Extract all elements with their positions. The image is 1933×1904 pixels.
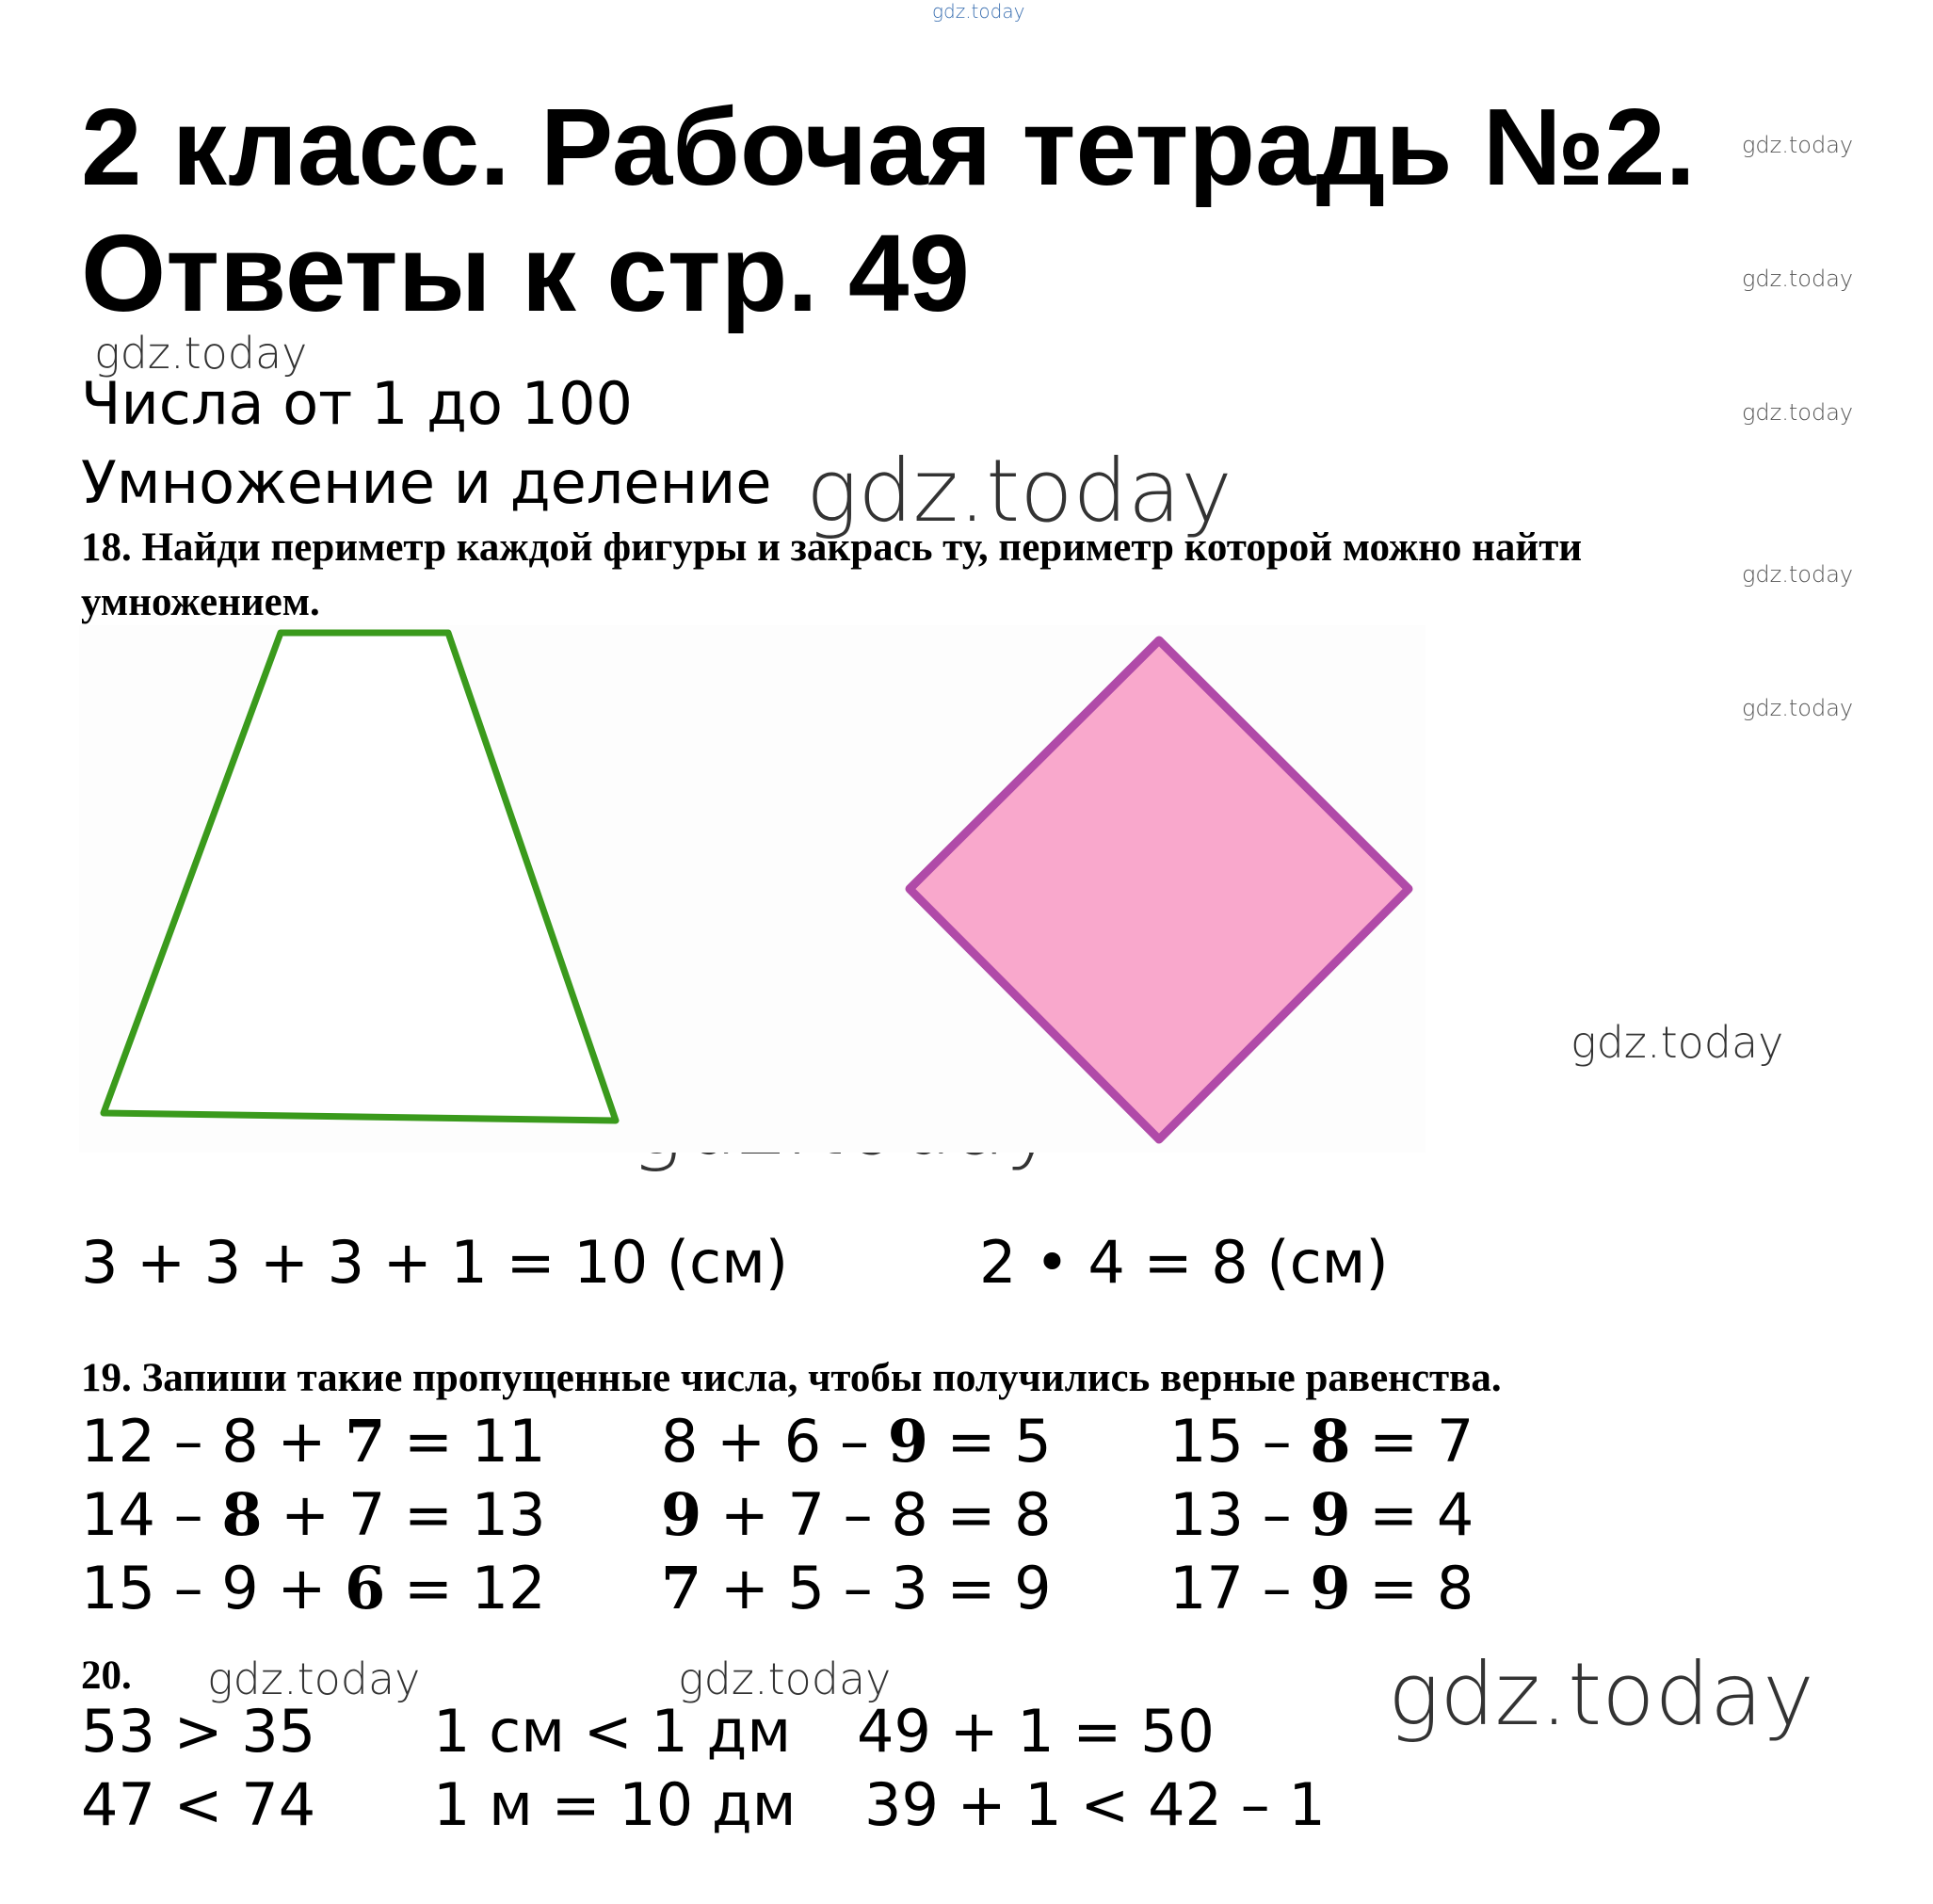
watermark-top: gdz.today bbox=[932, 0, 1025, 23]
task19-text: 19. Запиши такие пропущенные числа, чтобы получились верные равенства. bbox=[81, 1356, 1502, 1400]
answer-value: 9 bbox=[1310, 1480, 1351, 1549]
task20-r1c1: 53 > 35 bbox=[81, 1697, 316, 1766]
watermark-large-3: gdz.today bbox=[1388, 1644, 1814, 1745]
trapezoid-figure bbox=[104, 633, 616, 1121]
answer-value: 9 bbox=[1310, 1554, 1351, 1622]
watermark-right-4: gdz.today bbox=[1742, 561, 1854, 588]
task19-eq-r2c1: 14 – 8 + 7 = 13 bbox=[81, 1480, 546, 1549]
task19-eq-r1c1: 12 – 8 + 7 = 11 bbox=[81, 1407, 546, 1476]
answer-value: 6 bbox=[345, 1554, 386, 1622]
task20-r2c2: 1 м = 10 дм bbox=[433, 1770, 797, 1839]
answer-value: 9 bbox=[887, 1407, 928, 1476]
answer-value: 8 bbox=[221, 1480, 263, 1549]
task19-eq-r1c3: 15 – 8 = 7 bbox=[1169, 1407, 1474, 1476]
task18-text-line1: 18. Найди периметр каждой фигуры и закрась ту, периметр которой можно найти bbox=[81, 525, 1583, 570]
watermark-large-1: gdz.today bbox=[806, 441, 1232, 541]
task19-eq-r3c3: 17 – 9 = 8 bbox=[1169, 1554, 1474, 1622]
section-subtitle: Умножение и деление bbox=[81, 448, 772, 517]
watermark-right-2: gdz.today bbox=[1742, 266, 1854, 292]
task19-eq-r2c3: 13 – 9 = 4 bbox=[1169, 1480, 1474, 1549]
watermark-mid-right: gdz.today bbox=[1571, 1017, 1784, 1068]
watermark-right-3: gdz.today bbox=[1742, 399, 1854, 426]
task20-label: 20. bbox=[81, 1654, 132, 1698]
watermark-bottom-2: gdz.today bbox=[678, 1654, 892, 1704]
task20-r1c3: 49 + 1 = 50 bbox=[857, 1697, 1215, 1766]
task20-r2c3: 39 + 1 < 42 – 1 bbox=[864, 1770, 1326, 1839]
task19-eq-r3c2: 7 + 5 – 3 = 9 bbox=[661, 1554, 1052, 1622]
task19-eq-r2c2: 9 + 7 – 8 = 8 bbox=[661, 1480, 1052, 1549]
task20-r2c1: 47 < 74 bbox=[81, 1770, 316, 1839]
task19-eq-r3c1: 15 – 9 + 6 = 12 bbox=[81, 1554, 546, 1622]
task20-r1c2: 1 см < 1 дм bbox=[433, 1697, 792, 1766]
task19-eq-r1c2: 8 + 6 – 9 = 5 bbox=[661, 1407, 1052, 1476]
rhombus-figure bbox=[910, 640, 1409, 1139]
watermark-bottom-1: gdz.today bbox=[207, 1654, 421, 1704]
page-subtitle-answers: Ответы к стр. 49 bbox=[81, 212, 970, 334]
answer-value: 8 bbox=[1310, 1407, 1351, 1476]
task18-text-line2: умножением. bbox=[81, 580, 320, 624]
task18-answer-rhombus: 2 • 4 = 8 (см) bbox=[979, 1228, 1389, 1297]
answer-value: 9 bbox=[661, 1480, 702, 1549]
watermark-right-1: gdz.today bbox=[1742, 132, 1854, 158]
watermark-right-5: gdz.today bbox=[1742, 695, 1854, 721]
answer-value: 7 bbox=[661, 1554, 702, 1622]
section-title: Числа от 1 до 100 bbox=[81, 369, 633, 438]
task18-answer-trapezoid: 3 + 3 + 3 + 1 = 10 (см) bbox=[81, 1228, 789, 1297]
watermark-left: gdz.today bbox=[94, 328, 308, 379]
answer-value: 7 bbox=[345, 1407, 386, 1476]
page-title: 2 класс. Рабочая тетрадь №2. bbox=[81, 86, 1696, 208]
